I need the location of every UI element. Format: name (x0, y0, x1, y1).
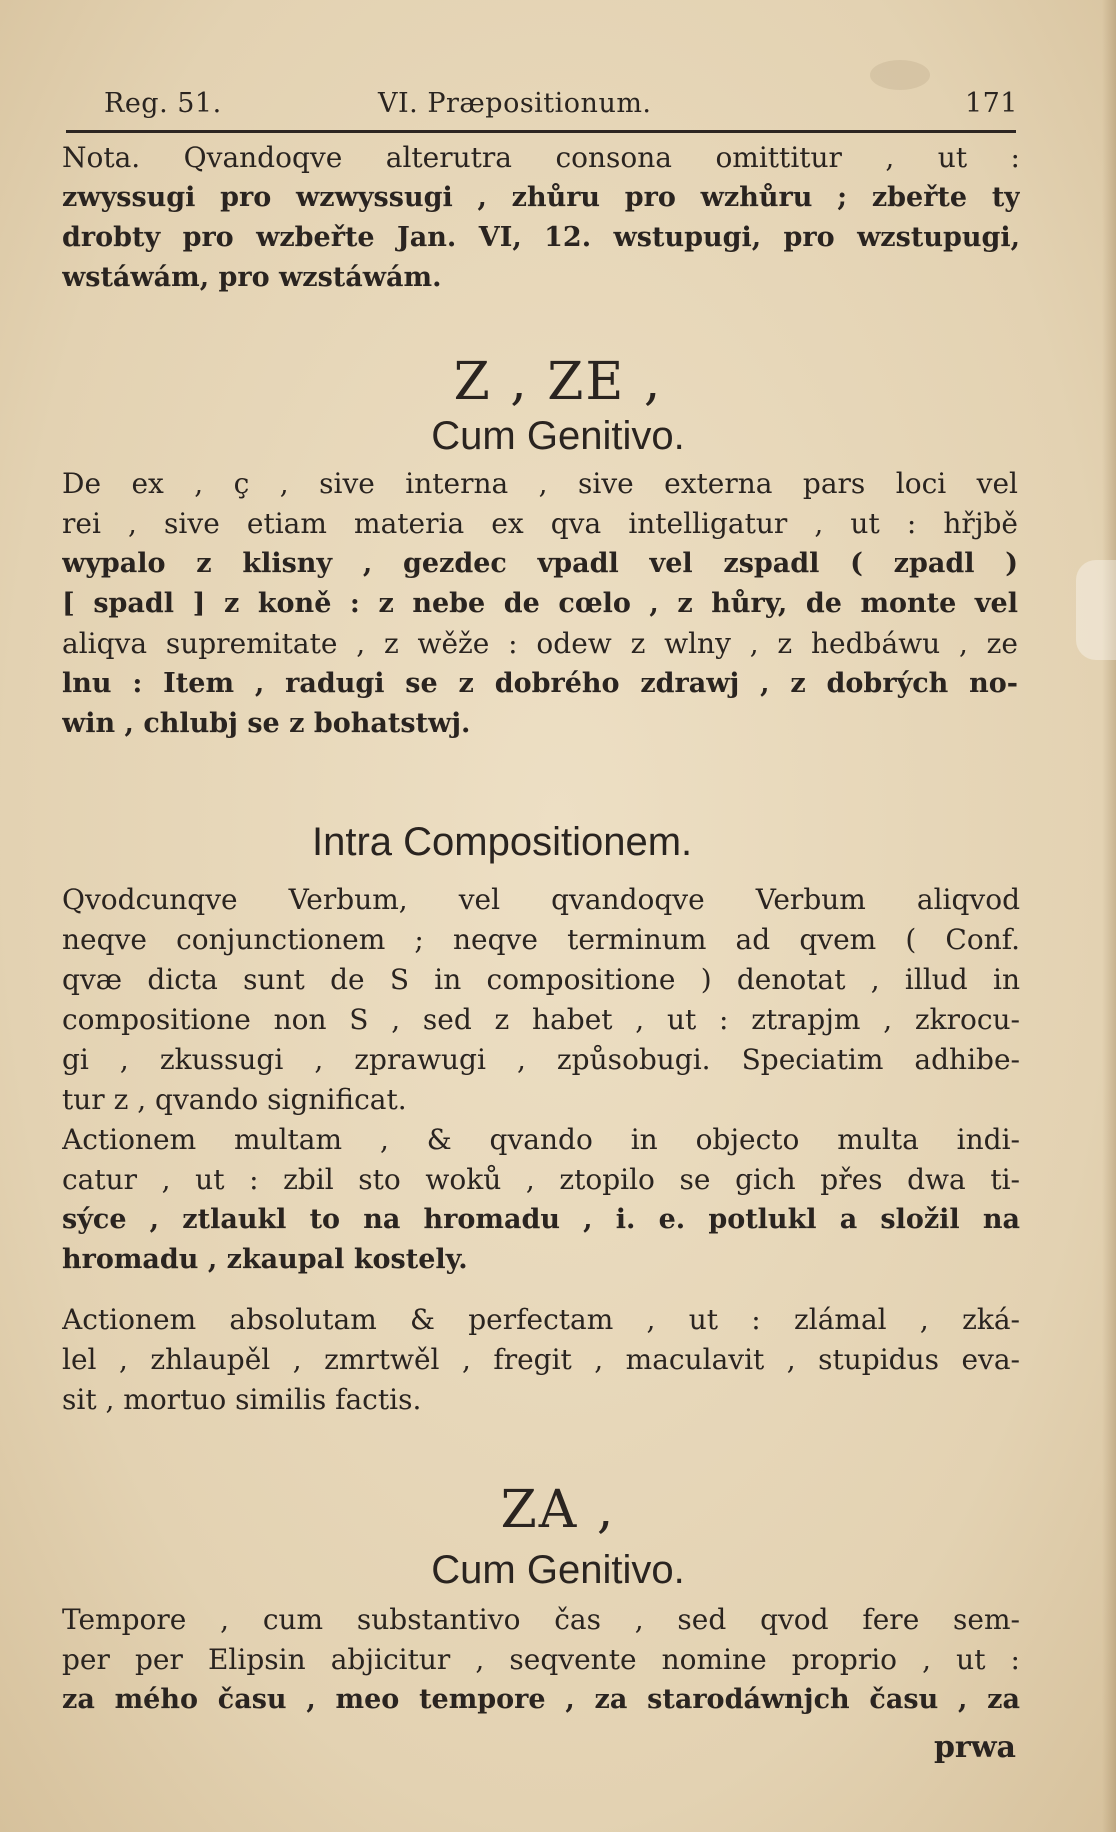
text-line: Tempore , cum substantivo čas , sed qvod fere sem- (62, 1603, 1020, 1636)
section2-paragraph-1 (62, 880, 1020, 1120)
section-heading-intra-compositionem: Intra Compositionem. (312, 820, 693, 864)
nota-paragraph (62, 138, 1020, 298)
text-line: sýce , ztlaukl to na hromadu , i. e. potlukl a složil na (62, 1204, 1020, 1235)
catchword: prwa (933, 1730, 1016, 1765)
text-line: hromadu , zkaupal kostely. (62, 1244, 468, 1275)
section-subheading: Cum Genitivo. (431, 1548, 685, 1592)
header-chapter-title: VI. Præpositionum. (378, 88, 652, 119)
text-line: qvæ dicta sunt de S in compositione ) denotat , illud in (62, 963, 1020, 996)
text-line: [ spadl ] z koně : z nebe de cœlo , z hůry, de monte vel (62, 588, 1018, 619)
text-line: lnu : Item , radugi se z dobrého zdrawj , z dobrých no- (62, 668, 1018, 699)
section-subheading: Cum Genitivo. (431, 414, 685, 458)
section-heading-za: ZA , (500, 1480, 616, 1540)
running-header (96, 82, 1018, 128)
header-rule-number: Reg. 51. (104, 88, 222, 119)
text-line: catur , ut : zbil sto woků , ztopilo se gich přes dwa ti- (62, 1163, 1020, 1196)
text-line: gi , zkussugi , zprawugi , způsobugi. Speciatim adhibe- (62, 1043, 1020, 1076)
text-line: za mého času , meo tempore , za starodáwnjch času , za (62, 1684, 1020, 1715)
text-line: compositione non S , sed z habet , ut : ztrapjm , zkrocu- (62, 1003, 1020, 1036)
text-line: neqve conjunctionem ; neqve terminum ad qvem ( Conf. (62, 923, 1020, 956)
section3-paragraph (62, 1600, 1020, 1720)
header-rule (66, 130, 1016, 133)
text-line: win , chlubj se z bohatstwj. (62, 708, 471, 739)
paper-tab-mark (1076, 560, 1116, 660)
text-line: aliqva supremitate , z wěže : odew z wlny , z hedbáwu , ze (62, 627, 1018, 660)
section2-paragraph-2 (62, 1120, 1020, 1280)
text-line: per per Elipsin abjicitur , seqvente nomine proprio , ut : (62, 1643, 1020, 1676)
text-line: drobty pro wzbeřte Jan. VI, 12. wstupugi, pro wzstupugi, (62, 222, 1020, 253)
text-line: lel , zhlaupěl , zmrtwěl , fregit , maculavit , stupidus eva- (62, 1343, 1020, 1376)
text-line: De ex , ç , sive interna , sive externa pars loci vel (62, 467, 1018, 500)
page-number: 171 (964, 88, 1018, 119)
text-line: rei , sive etiam materia ex qva intelligatur , ut : hřjbě (62, 507, 1018, 540)
section2-paragraph-3 (62, 1300, 1020, 1420)
text-line: Qvodcunqve Verbum, vel qvandoqve Verbum aliqvod (62, 883, 1020, 916)
text-line: tur z , qvando significat. (62, 1083, 407, 1116)
text-line: wypalo z klisny , gezdec vpadl vel zspadl ( zpadl ) (62, 548, 1018, 579)
text-line: Actionem multam , & qvando in objecto multa indi- (62, 1123, 1020, 1156)
section-heading-z-ze: Z , ZE , (453, 352, 663, 412)
text-line: zwyssugi pro wzwyssugi , zhůru pro wzhůru ; zbeřte ty (62, 182, 1020, 213)
text-line: wstáwám, pro wzstáwám. (62, 262, 442, 293)
text-line: Actionem absolutam & perfectam , ut : zlámal , zká- (62, 1303, 1020, 1336)
text-line: sit , mortuo similis factis. (62, 1383, 422, 1416)
text-line: Nota. Qvandoqve alterutra consona omittitur , ut : (62, 141, 1020, 174)
section1-paragraph (62, 464, 1018, 744)
